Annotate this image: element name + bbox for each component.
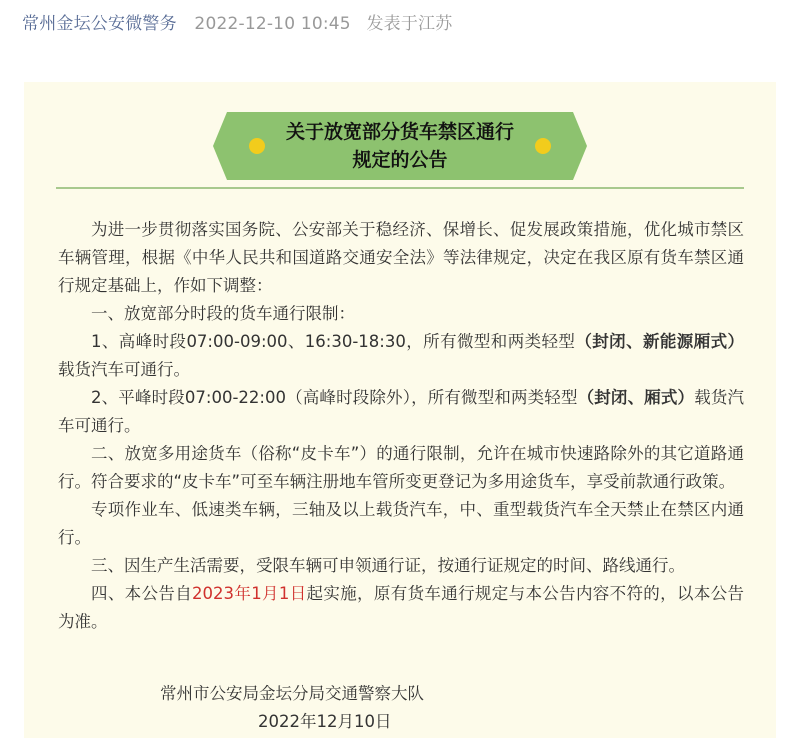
notice-body [58, 216, 744, 636]
title-line-1: 关于放宽部分货车禁区通行 [285, 121, 514, 143]
publish-time: 2022-12-10 10:45 [194, 14, 351, 34]
item-2-bold: （封闭、厢式） [577, 388, 695, 407]
title-banner [213, 112, 587, 180]
section-3-paragraph: 三、因生产生活需要，受限车辆可申领通行证，按通行证规定的时间、路线通行。 [91, 556, 685, 575]
item-1-text: 1、高峰时段07:00-09:00、16:30-18:30，所有微型和两类轻型 [91, 332, 576, 351]
effective-date: 2023年1月1日 [192, 584, 307, 603]
item-2-text: 2、平峰时段07:00-22:00（高峰时段除外），所有微型和两类轻型 [91, 388, 578, 407]
title-line-2: 规定的公告 [352, 149, 448, 171]
section-4-text: 四、本公告自 [91, 584, 193, 603]
item-1-tail: 载货汽车可通行。 [58, 360, 190, 379]
section-4-tail: 起实施，原有货车通行规定与本公告内容不符的，以本公告为准。 [58, 584, 744, 631]
signature-org: 常州市公安局金坛分局交通警察大队 [160, 684, 424, 703]
item-2-tail: 载货汽车可通行。 [58, 388, 745, 435]
item-1-bold: （封闭、新能源厢式） [575, 332, 745, 351]
publish-location: 发表于江苏 [366, 14, 453, 34]
item-2-paragraph [58, 384, 744, 440]
section-2-paragraph: 二、放宽多用途货车（俗称“皮卡车”）的通行限制，允许在城市快速路除外的其它道路通行。符合要求的“皮卡车”可至车辆注册地车管所变更登记为多用途货车，享受前款通行政策。 [58, 444, 744, 491]
special-vehicles-paragraph: 专项作业车、低速类车辆，三轴及以上载货汽车，中、重型载货汽车全天禁止在禁区内通行。 [58, 500, 744, 547]
section-4-paragraph [58, 580, 744, 636]
notice-title [213, 118, 587, 174]
section-1-heading: 一、放宽部分时段的货车通行限制： [91, 304, 355, 323]
intro-paragraph: 为进一步贯彻落实国务院、公安部关于稳经济、保增长、促发展政策措施，优化城市禁区车辆管理，根据《中华人民共和国道路交通安全法》等法律规定，决定在我区原有货车禁区通行规定基础上，作如下调整： [58, 220, 744, 295]
signature-date: 2022年12月10日 [258, 712, 392, 731]
title-divider [56, 187, 744, 189]
account-name-link[interactable]: 常州金坛公安微警务 [22, 14, 177, 34]
article-meta [22, 9, 452, 34]
item-1-paragraph [58, 328, 744, 384]
